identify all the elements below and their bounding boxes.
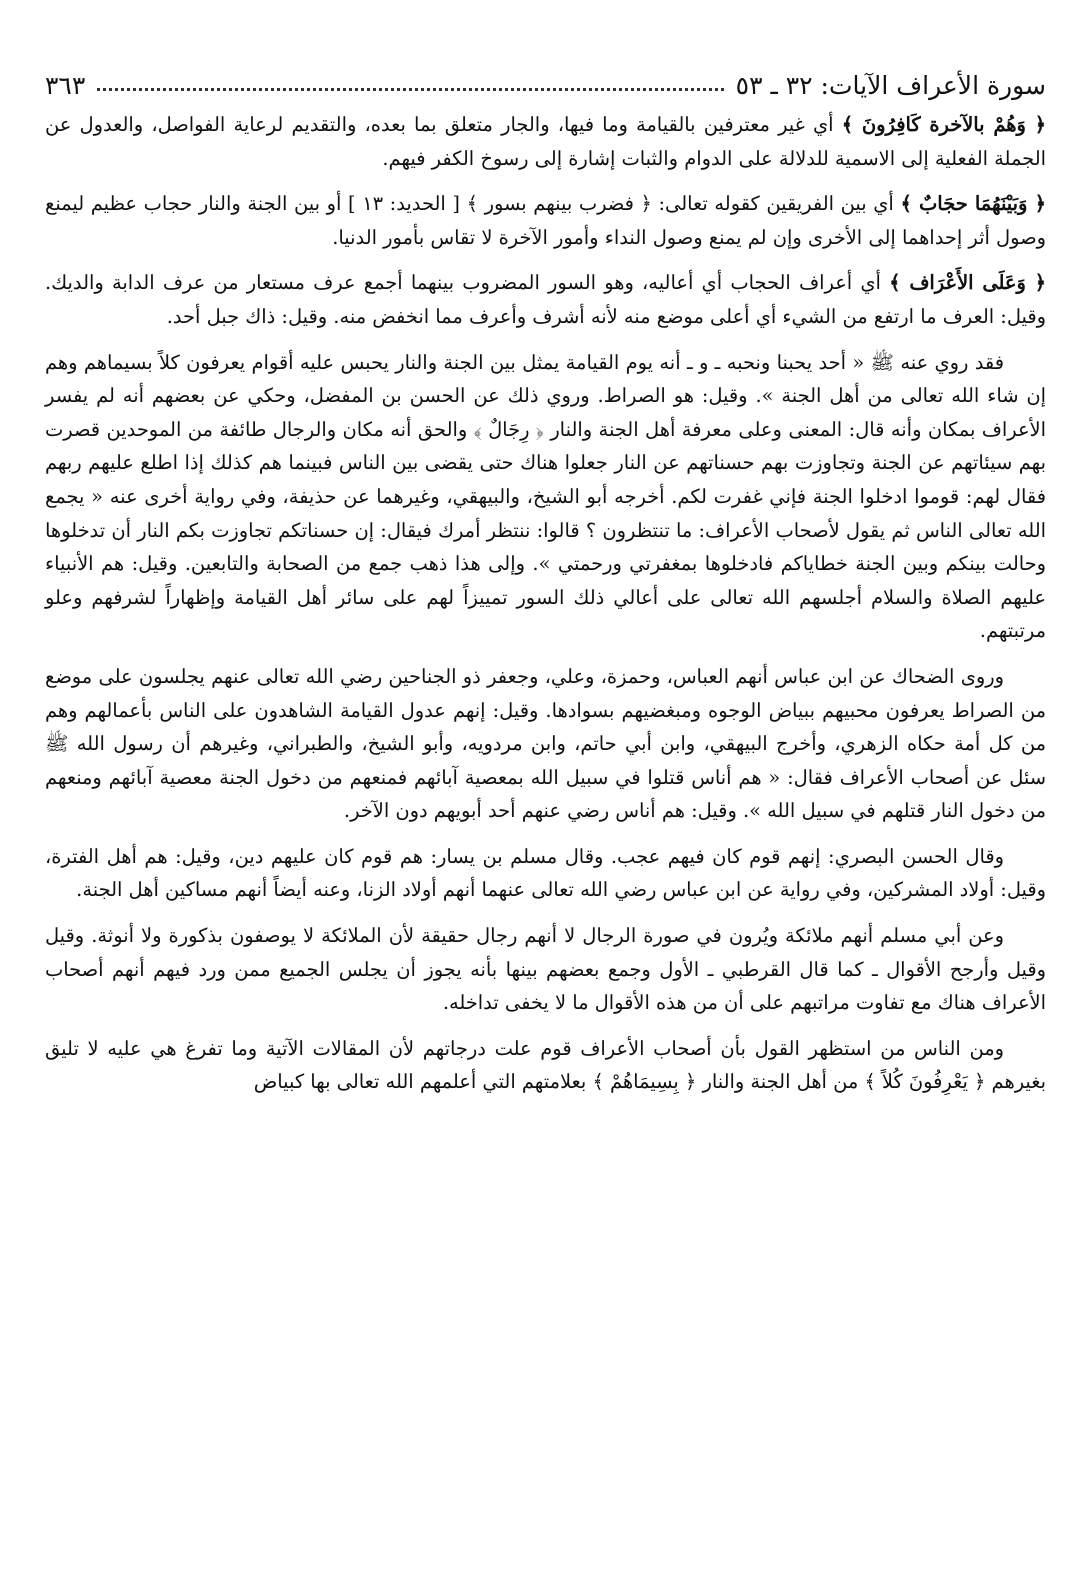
body-text (45, 108, 1046, 1099)
paragraph (45, 919, 1046, 1020)
paragraph (45, 840, 1046, 907)
quran-verse-lead: ﴿ وَبَيْنَهُمَا حجَابٌ ﴾ (900, 192, 1046, 216)
paragraph-text: أي بين الفريقين كقوله تعالى: ﴿ فضرب بينهم بسور ﴾ [ الحديد: ١٣ ] أو بين الجنة والنار حجاب عظيم ليمنع وصول أثر إحداهما إلى الأخرى وإن لم يمنع وصول النداء وأمور الآخرة لا تقاس بأمور الدنيا. (45, 192, 1046, 249)
paragraph (45, 108, 1046, 175)
paragraph (45, 1032, 1046, 1099)
paragraph-text: وعن أبي مسلم أنهم ملائكة ويُرون في صورة الرجال لا أنهم رجال حقيقة لأن الملائكة لا يوصفون بذكورة ولا أنوثة. وقيل وقيل وأرجح الأقوال ـ كما قال القرطبي ـ الأول وجمع بعضهم بينها بأنه يجوز أن يجلس الجميع ممن ورد فيهم أنهم أصحاب الأعراف هناك مع تفاوت مراتبهم على أن من هذه الأقوال ما لا يخفى تداخله. (45, 924, 1046, 1015)
paragraph (45, 187, 1046, 254)
paragraph (45, 266, 1046, 333)
quran-verse-lead: ﴿ وَعَلَى الأَعْرَاف ﴾ (889, 271, 1046, 295)
paragraph (45, 660, 1046, 828)
dotted-leader (97, 88, 723, 91)
paragraph-text: فقد روي عنه ﷺ « أحد يحبنا ونحبه ـ و ـ أنه يوم القيامة يمثل بين الجنة والنار يحبس عليه أقوام يعرفون كلاً بسيماهم وهم إن شاء الله تعالى من أهل الجنة ». وقيل: هو الصراط. وروي ذلك عن الحسن بن المفضل، وحكي عن بعضهم أنه لم يفسر الأعراف بمكان وأنه قال: المعنى وعلى معرفة أهل الجنة والنار ﴿ رِجَالٌ ﴾ والحق أنه مكان والرجال طائفة من الموحدين قصرت بهم سيئاتهم عن الجنة وتجاوزت بهم حسناتهم عن النار جعلوا هناك حتى يقضى بين الناس فبينما هم كذلك إذا اطلع عليهم ربهم فقال لهم: قوموا ادخلوا الجنة فإني غفرت لكم. أخرجه أبو الشيخ، والبيهقي، وغيرهما عن حذيفة، وفي رواية أخرى عنه « يجمع الله تعالى الناس ثم يقول لأصحاب الأعراف: ما تنتظرون ؟ قالوا: ننتظر أمرك فيقال: إن حسناتكم تجاوزت بكم النار أن تدخلوها وحالت بينكم وبين الجنة خطاياكم فادخلوها بمغفرتي ورحمتي ». وإلى هذا ذهب جمع من الصحابة والتابعين. وقيل: هم الأنبياء عليهم الصلاة والسلام أجلسهم الله تعالى على أعالي ذلك السور تمييزاً لهم على سائر أهل القيامة وإظهاراً لشرفهم وعلو مرتبتهم. (45, 350, 1046, 643)
paragraph-text: أي غير معترفين بالقيامة وما فيها، والجار متعلق بما بعده، والتقديم لرعاية الفواصل، والعدول عن الجملة الفعلية إلى الاسمية للدلالة على الدوام والثبات إشارة إلى رسوخ الكفر فيهم. (45, 113, 1046, 170)
paragraph-text: ومن الناس من استظهر القول بأن أصحاب الأعراف قوم علت درجاتهم لأن المقالات الآتية وما تفرغ هي عليه لا تليق بغيرهم ﴿ يَعْرِفُونَ كُلاً ﴾ من أهل الجنة والنار ﴿ بِسِيمَاهُمْ ﴾ بعلامتهم التي أعلمهم الله تعالى بها كبياض (45, 1036, 1046, 1094)
surah-title: سورة الأعراف الآيات: ٣٢ ـ ٥٣ (735, 71, 1046, 100)
paragraph-text: وقال الحسن البصري: إنهم قوم كان فيهم عجب. وقال مسلم بن يسار: هم قوم كان عليهم دين، وقيل: هم أهل الفترة، وقيل: أولاد المشركين، وفي رواية عن ابن عباس رضي الله تعالى عنهما أنهم أولاد الزنا، وعنه أيضاً أنهم مساكين أهل الجنة. (45, 844, 1046, 902)
paragraph-text: أي أعراف الحجاب أي أعاليه، وهو السور المضروب بينهما أجمع عرف مستعار من عرف الدابة والديك. وقيل: العرف ما ارتفع من الشيء أي أعلى موضع منه لأنه أشرف وأعرف مما انخفض منه. وقيل: ذاك جبل أحد. (45, 271, 1046, 328)
paragraph (45, 346, 1046, 648)
page-number: ٣٦٣ (45, 71, 86, 100)
running-header (45, 60, 1046, 100)
paragraph-text: وروى الضحاك عن ابن عباس أنهم العباس، وحمزة، وعلي، وجعفر ذو الجناحين رضي الله تعالى عنهم يجلسون على موضع من الصراط يعرفون محبيهم ببياض الوجوه ومبغضيهم بسوادها. وقيل: إنهم عدول القيامة الشاهدون على الناس بأعمالهم وهم من كل أمة حكاه الزهري، وأخرج البيهقي، وابن أبي حاتم، وابن مردويه، وأبو الشيخ، والطبراني، وغيرهم أن رسول الله ﷺ سئل عن أصحاب الأعراف فقال: « هم أناس قتلوا في سبيل الله بمعصية آبائهم فمنعهم من دخول الجنة معصية آبائهم ومنعهم من دخول النار قتلهم في سبيل الله ». وقيل: هم أناس رضي عنهم أحد أبويهم دون الآخر. (45, 664, 1046, 823)
quran-verse-lead: ﴿ وَهُمْ بالآخرة كَافِرُونَ ﴾ (841, 113, 1046, 136)
